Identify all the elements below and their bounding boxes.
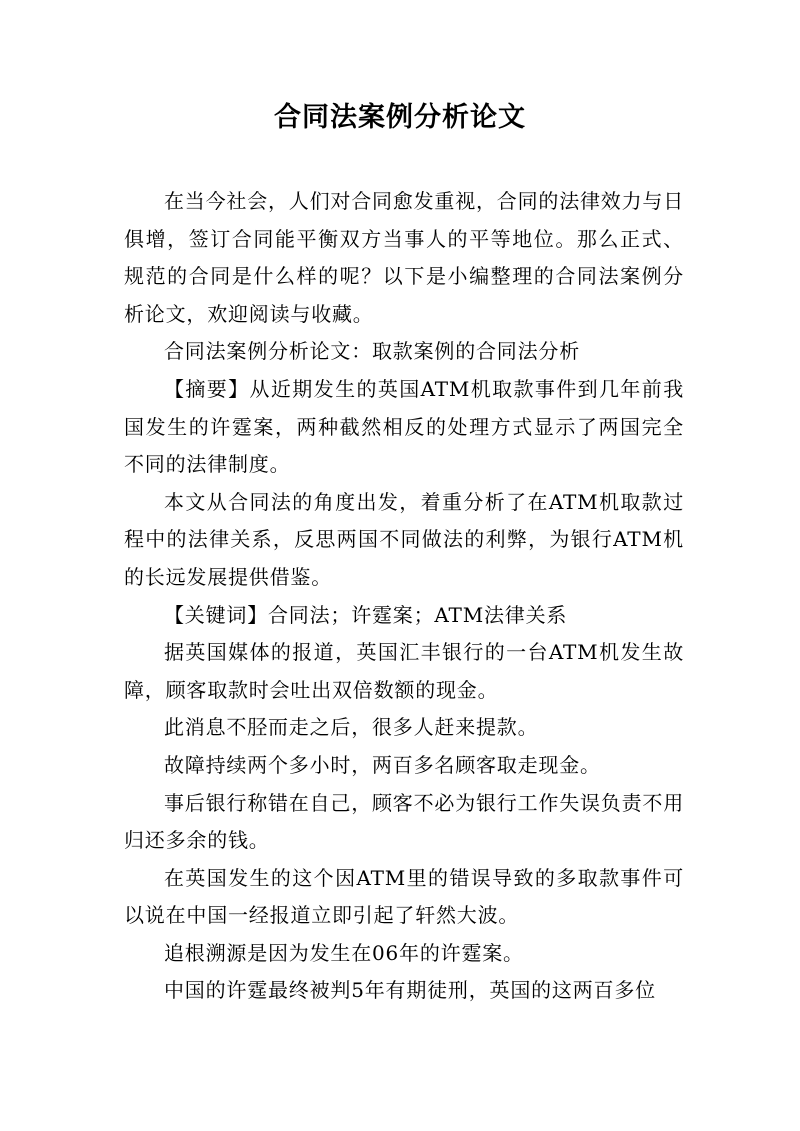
paragraph-uproar: 在英国发生的这个因ATM里的错误导致的多取款事件可以说在中国一经报道立即引起了轩然大波。 [124, 865, 684, 928]
paragraph-rumor: 此消息不胫而走之后，很多人赶来提款。 [164, 715, 539, 740]
paragraph-origin: 追根溯源是因为发生在06年的许霆案。 [164, 940, 524, 965]
paragraph-subtitle: 合同法案例分析论文：取款案例的合同法分析 [164, 339, 580, 364]
paragraph-intro: 在当今社会，人们对合同愈发重视，合同的法律效力与日俱增，签订合同能平衡双方当事人的平等地位。那么正式、规范的合同是什么样的呢？以下是小编整理的合同法案例分析论文，欢迎阅读与收藏。 [124, 189, 684, 326]
paragraph-duration: 故障持续两个多小时，两百多名顾客取走现金。 [164, 752, 601, 777]
document-title: 合同法案例分析论文 [274, 102, 526, 133]
paragraph-bank-response: 事后银行称错在自己，顾客不必为银行工作失误负责不用归还多余的钱。 [124, 790, 684, 853]
paragraph-scope: 本文从合同法的角度出发，着重分析了在ATM机取款过程中的法律关系，反思两国不同做法的利弊，为银行ATM机的长远发展提供借鉴。 [124, 489, 684, 589]
paragraph-abstract: 【摘要】从近期发生的英国ATM机取款事件到几年前我国发生的许霆案，两种截然相反的处理方式显示了两国完全不同的法律制度。 [124, 376, 684, 477]
document-body [124, 183, 684, 1010]
paragraph-report: 据英国媒体的报道，英国汇丰银行的一台ATM机发生故障，顾客取款时会吐出双倍数额的现金。 [124, 640, 684, 702]
paragraph-verdict: 中国的许霆最终被判5年有期徒刑，英国的这两百多位 [164, 978, 656, 1003]
paragraph-keywords: 【关键词】合同法；许霆案；ATM法律关系 [164, 602, 568, 627]
